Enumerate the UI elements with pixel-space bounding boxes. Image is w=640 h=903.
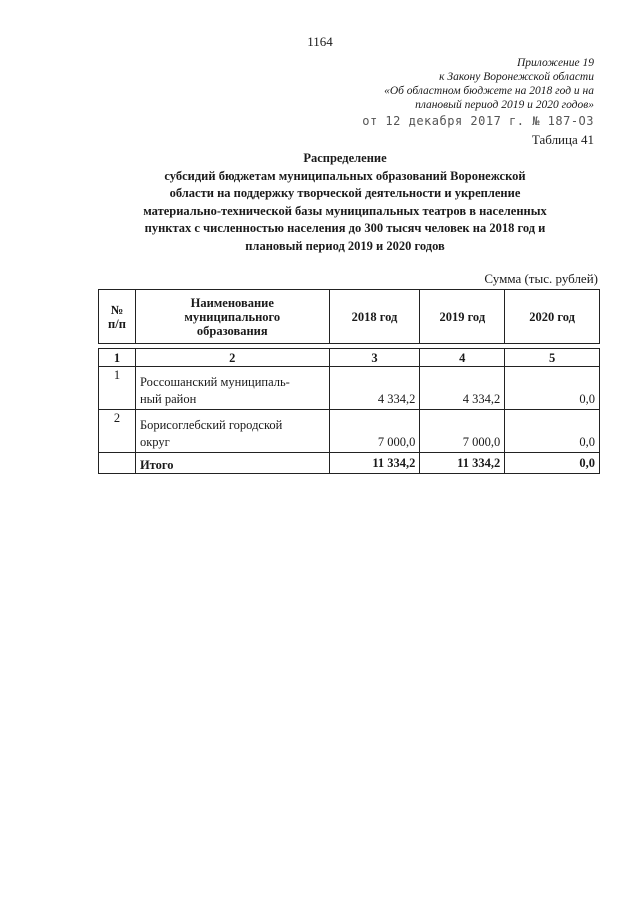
units-label: Сумма (тыс. рублей) xyxy=(484,271,598,286)
amount-2020: 0,0 xyxy=(505,410,600,453)
amount-2019: 4 334,2 xyxy=(420,367,505,410)
table-header-row xyxy=(99,290,600,344)
row-number: 1 xyxy=(99,367,136,410)
appendix-line: «Об областном бюджете на 2018 год и на xyxy=(384,85,594,97)
header-name-line: муниципального xyxy=(184,309,281,324)
total-2018: 11 334,2 xyxy=(329,453,420,474)
total-label: Итого xyxy=(135,453,329,474)
subsidy-table xyxy=(98,289,600,474)
header-number-line: № xyxy=(110,302,124,317)
title-line: Распределение xyxy=(303,151,387,165)
page-number: 1164 xyxy=(307,34,333,49)
column-number-row xyxy=(99,349,600,367)
row-number: 2 xyxy=(99,410,136,453)
amount-2018: 7 000,0 xyxy=(329,410,420,453)
appendix-line: Приложение 19 xyxy=(516,57,594,69)
title-line: области на поддержку творческой деятельности и укрепление xyxy=(169,186,521,200)
header-name-line: Наименование xyxy=(190,295,274,310)
column-number: 2 xyxy=(135,349,329,367)
document-title xyxy=(90,150,600,255)
municipality-name-line: округ xyxy=(139,435,170,449)
amount-2020: 0,0 xyxy=(505,367,600,410)
table-row xyxy=(99,410,600,453)
header-number-line: п/п xyxy=(108,316,126,331)
header-2020: 2020 год xyxy=(505,290,600,344)
table-row xyxy=(99,367,600,410)
amount-2019: 7 000,0 xyxy=(420,410,505,453)
municipality-name-line: ный район xyxy=(139,392,197,406)
column-number: 5 xyxy=(505,349,600,367)
amount-2018: 4 334,2 xyxy=(329,367,420,410)
appendix-line: к Закону Воронежской области xyxy=(439,71,594,83)
total-row xyxy=(99,453,600,474)
column-number: 4 xyxy=(420,349,505,367)
appendix-note xyxy=(384,56,594,112)
header-name-line: образования xyxy=(196,323,268,338)
municipality-name-line: Борисоглебский городской xyxy=(139,418,283,432)
municipality-name-line: Россошанский муниципаль- xyxy=(139,375,290,389)
law-date-stamp: от 12 декабря 2017 г. № 187-ОЗ xyxy=(362,114,594,128)
header-name xyxy=(135,290,329,344)
title-line: материально-технической базы муниципальных театров в населенных xyxy=(143,203,547,218)
column-number: 1 xyxy=(99,349,136,367)
header-2019: 2019 год xyxy=(420,290,505,344)
header-number xyxy=(99,290,136,344)
total-2020: 0,0 xyxy=(505,453,600,474)
title-line: субсидий бюджетам муниципальных образований Воронежской xyxy=(164,168,526,183)
title-line: плановый период 2019 и 2020 годов xyxy=(245,238,445,253)
table-number: Таблица 41 xyxy=(531,132,594,147)
municipality-name xyxy=(135,410,329,453)
total-empty-cell xyxy=(99,453,136,474)
column-number: 3 xyxy=(329,349,420,367)
total-2019: 11 334,2 xyxy=(420,453,505,474)
appendix-line: плановый период 2019 и 2020 годов» xyxy=(415,99,594,111)
municipality-name xyxy=(135,367,329,410)
header-2018: 2018 год xyxy=(329,290,420,344)
title-line: пунктах с численностью населения до 300 тысяч человек на 2018 год и xyxy=(144,221,546,235)
